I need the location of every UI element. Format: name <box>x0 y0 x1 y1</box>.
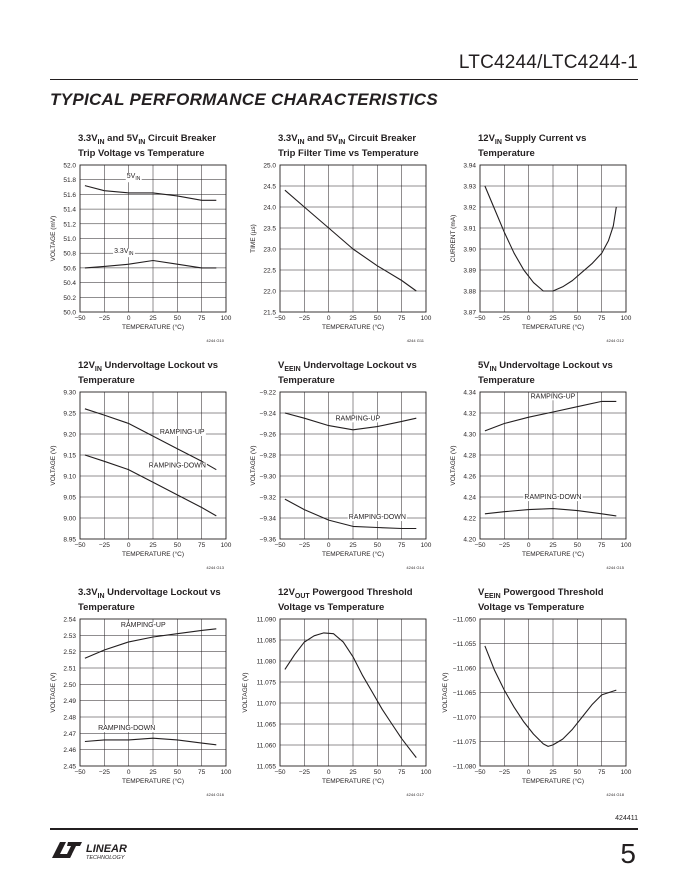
y-tick-label: −11.050 <box>452 616 476 624</box>
x-tick-label: −25 <box>498 315 510 322</box>
y-tick-label: 8.95 <box>63 536 76 544</box>
y-axis-label: VOLTAGE (V) <box>442 672 449 713</box>
y-axis-label: VOLTAGE (V) <box>50 672 57 713</box>
y-tick-label: 51.6 <box>63 191 76 199</box>
y-tick-label: 51.8 <box>63 177 76 185</box>
x-tick-label: 75 <box>398 315 406 322</box>
x-tick-label: −50 <box>274 542 286 549</box>
figure-id: 4244 G14 <box>406 565 424 570</box>
x-tick-label: 0 <box>126 769 131 776</box>
x-tick-label: 50 <box>173 315 181 322</box>
y-axis-label: VOLTAGE (mV) <box>50 215 57 262</box>
series-line <box>85 738 216 745</box>
series-line <box>285 190 416 291</box>
series-label: RAMPING-DOWN <box>524 494 582 502</box>
x-axis-label: TEMPERATURE (°C) <box>321 551 385 558</box>
x-tick-label: 0 <box>326 769 331 776</box>
x-tick-label: 100 <box>620 542 632 549</box>
x-tick-label: 75 <box>598 769 606 776</box>
chart-title-3: $12V_{IN}$ Supply Current vs Temperature <box>478 133 587 159</box>
x-tick-label: 0 <box>526 769 531 776</box>
y-tick-label: 9.10 <box>63 473 76 481</box>
y-axis-label: VOLTAGE (V) <box>50 445 57 486</box>
series-line <box>85 409 216 470</box>
y-tick-label: 3.88 <box>463 288 476 296</box>
x-tick-label: 75 <box>198 315 206 322</box>
y-tick-label: 3.89 <box>463 267 476 275</box>
chart-title-9: $V_{EEIN}$ Powergood Threshold Voltage vs Temperature <box>478 587 604 613</box>
x-tick-label: 25 <box>349 315 357 322</box>
y-tick-label: 50.2 <box>63 294 76 302</box>
y-tick-label: 2.45 <box>63 763 76 771</box>
y-axis-label: TIME (µs) <box>250 224 257 253</box>
y-tick-label: 3.92 <box>463 204 476 212</box>
x-tick-label: 50 <box>173 542 181 549</box>
series-label: RAMPING-UP <box>530 393 576 401</box>
chart-title-5: $V_{EEIN}$ Undervoltage Lockout vs Temperature <box>278 360 417 386</box>
x-tick-label: 25 <box>549 769 557 776</box>
x-tick-label: 0 <box>326 542 331 549</box>
y-tick-label: 52.0 <box>63 162 76 170</box>
figure-id: 4244 G13 <box>206 565 224 570</box>
y-tick-label: 23.0 <box>263 246 276 254</box>
footer-rule <box>50 828 638 830</box>
y-tick-label: 51.2 <box>63 221 76 229</box>
y-tick-label: −9.36 <box>259 536 276 544</box>
y-tick-label: 9.30 <box>63 389 76 397</box>
x-tick-label: 25 <box>349 769 357 776</box>
y-tick-label: 4.20 <box>463 536 476 544</box>
series-label: $3.3V_{IN}$ <box>114 248 134 258</box>
x-tick-label: 75 <box>398 542 406 549</box>
x-tick-label: 100 <box>620 315 632 322</box>
y-axis-label: VOLTAGE (V) <box>242 672 249 713</box>
y-tick-label: 11.060 <box>256 742 276 750</box>
y-tick-label: 9.25 <box>63 410 76 418</box>
y-tick-label: 9.15 <box>63 452 76 460</box>
x-tick-label: −25 <box>498 542 510 549</box>
x-axis-label: TEMPERATURE (°C) <box>521 778 585 785</box>
y-axis-label: CURRENT (mA) <box>450 214 457 263</box>
series-line <box>85 261 216 268</box>
y-tick-label: 2.46 <box>63 747 76 755</box>
series-label: RAMPING-UP <box>120 622 166 630</box>
x-tick-label: −50 <box>74 542 86 549</box>
series-line <box>485 401 616 431</box>
y-tick-label: 23.5 <box>263 225 276 233</box>
y-tick-label: −9.34 <box>259 515 276 523</box>
document-number: 424411 <box>615 815 638 822</box>
x-tick-label: 100 <box>220 315 232 322</box>
y-tick-label: 2.49 <box>63 698 76 706</box>
chart-title-1: $3.3V_{IN}$ and $5V_{IN}$ Circuit Breaker Trip Voltage vs Temperature <box>78 133 217 159</box>
series-line <box>485 186 616 291</box>
series-label: RAMPING-DOWN <box>348 514 406 522</box>
series-line <box>85 629 216 658</box>
series-label: RAMPING-UP <box>159 429 205 436</box>
x-tick-label: 75 <box>198 542 206 549</box>
x-tick-label: 50 <box>573 542 581 549</box>
series-line <box>85 186 216 201</box>
y-tick-label: −11.080 <box>452 763 476 771</box>
x-tick-label: 0 <box>526 315 531 322</box>
chart-title-7: $3.3V_{IN}$ Undervoltage Lockout vs Temperature <box>78 587 221 613</box>
y-axis-label: VOLTAGE (V) <box>250 445 257 486</box>
series-label: RAMPING-DOWN <box>148 462 206 470</box>
x-tick-label: −50 <box>74 769 86 776</box>
part-number: LTC4244/LTC4244-1 <box>458 52 638 73</box>
y-tick-label: 51.0 <box>63 236 76 243</box>
y-tick-label: 9.00 <box>63 515 76 523</box>
series-line <box>485 509 616 516</box>
x-tick-label: −50 <box>274 769 286 776</box>
x-tick-label: 100 <box>420 542 432 549</box>
y-tick-label: −9.26 <box>259 431 276 439</box>
y-tick-label: 3.87 <box>463 309 476 317</box>
x-tick-label: 100 <box>220 769 232 776</box>
x-tick-label: 50 <box>573 315 581 322</box>
x-tick-label: 25 <box>549 315 557 322</box>
y-tick-label: −9.32 <box>259 494 276 502</box>
x-tick-label: 50 <box>173 769 181 776</box>
y-tick-label: 2.50 <box>63 681 76 689</box>
x-tick-label: −25 <box>98 542 110 549</box>
x-tick-label: −25 <box>298 542 310 549</box>
y-tick-label: 51.4 <box>63 206 76 214</box>
x-tick-label: −25 <box>298 769 310 776</box>
y-tick-label: 9.20 <box>63 431 76 439</box>
y-tick-label: 2.48 <box>63 714 76 722</box>
series-label: RAMPING-UP <box>335 415 381 423</box>
y-tick-label: 2.54 <box>63 616 76 624</box>
y-tick-label: −9.22 <box>259 389 276 397</box>
x-tick-label: 100 <box>420 315 432 322</box>
y-tick-label: 21.5 <box>263 309 276 317</box>
y-tick-label: 24.0 <box>263 204 276 212</box>
x-axis-label: TEMPERATURE (°C) <box>521 324 585 331</box>
series-label: $5V_{IN}$ <box>126 173 141 183</box>
chart-title-8: $12V_{OUT}$ Powergood Threshold Voltage vs Temperature <box>278 587 413 613</box>
y-tick-label: 25.0 <box>263 162 276 170</box>
x-tick-label: −50 <box>74 315 86 322</box>
x-tick-label: −25 <box>98 769 110 776</box>
y-tick-label: −11.075 <box>452 739 476 746</box>
x-tick-label: 75 <box>598 542 606 549</box>
y-tick-label: 4.22 <box>463 515 476 523</box>
y-tick-label: 3.94 <box>463 162 476 170</box>
y-tick-label: 11.090 <box>256 616 276 624</box>
x-tick-label: −25 <box>498 769 510 776</box>
x-axis-label: TEMPERATURE (°C) <box>521 551 585 558</box>
x-axis-label: TEMPERATURE (°C) <box>121 324 185 331</box>
y-tick-label: 22.5 <box>263 267 276 275</box>
x-tick-label: 100 <box>420 769 432 776</box>
figure-id: 4244 G12 <box>606 338 624 343</box>
y-tick-label: 50.8 <box>63 250 76 258</box>
x-tick-label: −50 <box>474 315 486 322</box>
x-tick-label: 50 <box>373 315 381 322</box>
x-tick-label: 0 <box>126 315 131 322</box>
series-line <box>485 646 616 747</box>
y-tick-label: 2.47 <box>63 730 76 738</box>
x-tick-label: 75 <box>398 769 406 776</box>
y-tick-label: 11.075 <box>256 679 276 687</box>
y-tick-label: 11.080 <box>256 658 276 666</box>
y-tick-label: 4.30 <box>463 431 476 439</box>
figure-id: 4244 G10 <box>206 338 224 343</box>
series-line <box>285 633 416 758</box>
x-tick-label: 100 <box>220 542 232 549</box>
y-axis-label: VOLTAGE (V) <box>450 445 457 486</box>
x-tick-label: −50 <box>474 542 486 549</box>
y-tick-label: 4.34 <box>463 389 476 397</box>
x-tick-label: 0 <box>126 542 131 549</box>
figure-id: 4244 G17 <box>406 792 424 797</box>
x-tick-label: 25 <box>149 542 157 549</box>
section-title: TYPICAL PERFORMANCE CHARACTERISTICS <box>50 90 438 109</box>
x-tick-label: 50 <box>373 769 381 776</box>
figure-id: 4244 G16 <box>206 792 224 797</box>
x-tick-label: 50 <box>573 769 581 776</box>
page-number: 5 <box>620 838 636 869</box>
y-tick-label: 4.32 <box>463 410 476 418</box>
y-tick-label: −11.055 <box>452 641 476 648</box>
x-tick-label: 75 <box>198 769 206 776</box>
y-tick-label: 2.52 <box>63 649 76 657</box>
figure-id: 4244 G18 <box>606 792 624 797</box>
x-tick-label: 0 <box>326 315 331 322</box>
x-tick-label: 25 <box>349 542 357 549</box>
y-tick-label: −11.065 <box>452 690 476 697</box>
y-tick-label: −9.24 <box>259 410 276 418</box>
series-label: RAMPING-DOWN <box>98 725 156 733</box>
x-axis-label: TEMPERATURE (°C) <box>321 324 385 331</box>
y-tick-label: 11.070 <box>256 700 276 708</box>
y-tick-label: −11.060 <box>452 665 476 673</box>
x-tick-label: 25 <box>149 769 157 776</box>
chart-title-2: $3.3V_{IN}$ and $5V_{IN}$ Circuit Breaker Trip Filter Time vs Temperature <box>278 133 419 159</box>
y-tick-label: 4.28 <box>463 452 476 460</box>
y-tick-label: −9.30 <box>259 473 276 481</box>
y-tick-label: 50.0 <box>63 309 76 317</box>
logo-word-linear: LINEAR <box>86 843 127 855</box>
y-tick-label: 3.93 <box>463 183 476 191</box>
y-tick-label: 50.4 <box>63 280 76 288</box>
linear-technology-logo <box>50 838 150 867</box>
y-tick-label: 3.91 <box>463 225 476 233</box>
y-tick-label: 22.0 <box>263 288 276 296</box>
y-tick-label: 11.055 <box>256 763 276 771</box>
x-tick-label: 75 <box>598 315 606 322</box>
x-tick-label: 50 <box>373 542 381 549</box>
x-axis-label: TEMPERATURE (°C) <box>121 778 185 785</box>
x-tick-label: −50 <box>274 315 286 322</box>
figure-id: 4244 G15 <box>606 565 624 570</box>
x-tick-label: 100 <box>620 769 632 776</box>
y-tick-label: 4.26 <box>463 473 476 481</box>
x-axis-label: TEMPERATURE (°C) <box>121 551 185 558</box>
chart-title-4: $12V_{IN}$ Undervoltage Lockout vs Temperature <box>78 360 219 386</box>
y-tick-label: 2.51 <box>63 665 76 673</box>
x-tick-label: 0 <box>526 542 531 549</box>
x-tick-label: −25 <box>298 315 310 322</box>
y-tick-label: 2.53 <box>63 632 76 640</box>
y-tick-label: 9.05 <box>63 494 76 502</box>
y-tick-label: 24.5 <box>263 183 276 191</box>
x-tick-label: 25 <box>549 542 557 549</box>
x-tick-label: −25 <box>98 315 110 322</box>
x-axis-label: TEMPERATURE (°C) <box>321 778 385 785</box>
y-tick-label: 4.24 <box>463 494 476 502</box>
y-tick-label: −9.28 <box>259 452 276 460</box>
y-tick-label: 11.065 <box>256 721 276 729</box>
y-tick-label: −11.070 <box>452 714 476 722</box>
chart-title-6: $5V_{IN}$ Undervoltage Lockout vs Temperature <box>478 360 613 386</box>
y-tick-label: 3.90 <box>463 246 476 254</box>
x-tick-label: 25 <box>149 315 157 322</box>
y-tick-label: 11.085 <box>256 637 276 645</box>
logo-word-technology: TECHNOLOGY <box>86 855 125 861</box>
x-tick-label: −50 <box>474 769 486 776</box>
y-tick-label: 50.6 <box>63 265 76 273</box>
figure-id: 4244 G11 <box>406 338 424 343</box>
